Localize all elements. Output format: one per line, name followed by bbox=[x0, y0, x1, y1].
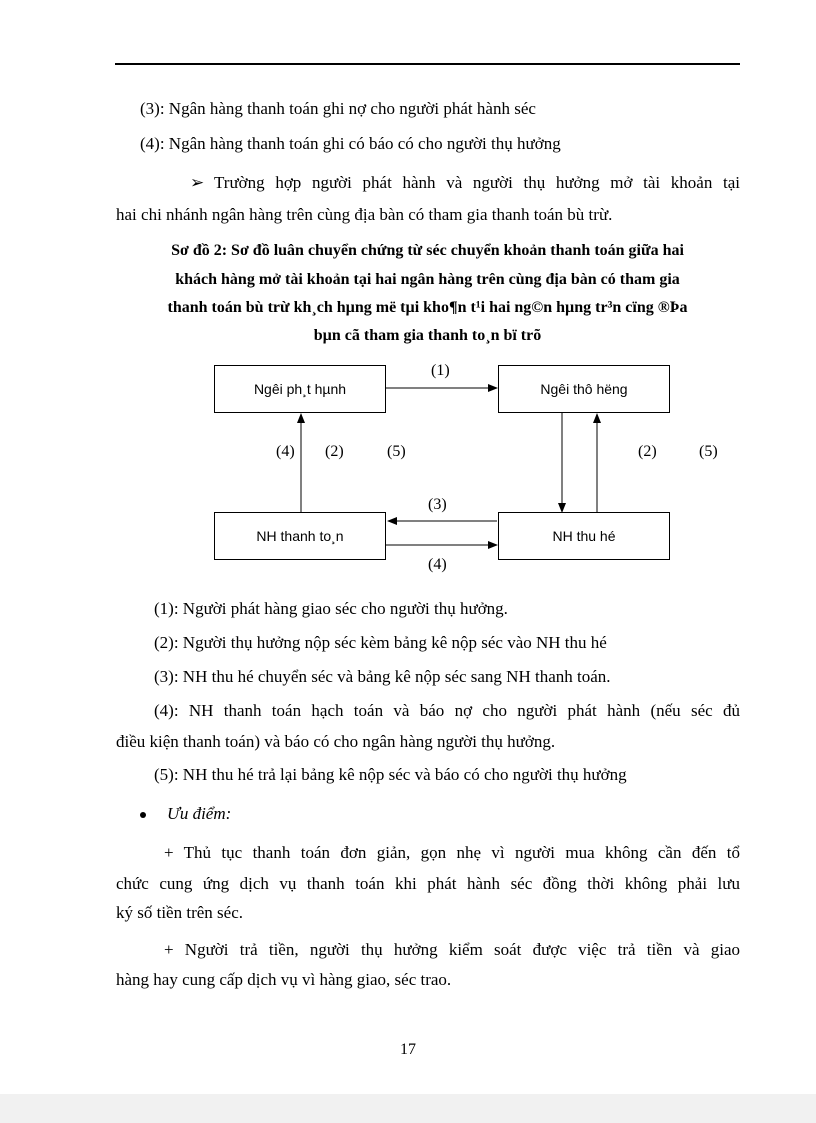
diagram-caption-line3: thanh toán bù trừ kh¸ch hµng më tµi kho¶n t¹i hai ng©n hµng tr³n cïng ®Þa bbox=[167, 299, 688, 316]
step-4-text-line1: (4): NH thanh toán hạch toán và báo nợ cho người phát hành (nếu séc đủ bbox=[154, 701, 740, 720]
text-line-3: (3): Ngân hàng thanh toán ghi nợ cho người phát hành séc bbox=[140, 99, 536, 118]
page-bottom-strip bbox=[0, 1094, 816, 1123]
page-number: 17 bbox=[400, 1041, 416, 1058]
text-line-4: (4): Ngân hàng thanh toán ghi có báo có cho người thụ hưởng bbox=[140, 134, 561, 153]
advantage-1-line2: chức cung ứng dịch vụ thanh toán khi phát hành séc đồng thời không phải lưu bbox=[116, 874, 740, 893]
step-4-text-line2: điều kiện thanh toán) và báo có cho ngân hàng người thụ hưởng. bbox=[116, 732, 556, 751]
advantage-1-line3: ký số tiền trên séc. bbox=[116, 903, 243, 922]
advantage-2-line2: hàng hay cung cấp dịch vụ vì hàng giao, séc trao. bbox=[116, 970, 452, 989]
diagram-caption-line1: Sơ đồ 2: Sơ đồ luân chuyển chứng từ séc chuyển khoản thanh toán giữa hai bbox=[171, 242, 684, 259]
case-bullet-icon: ➢ bbox=[190, 173, 205, 192]
label-step-5-left: (5) bbox=[387, 443, 406, 460]
step-2-text: (2): Người thụ hưởng nộp séc kèm bảng kê nộp séc vào NH thu hé bbox=[154, 633, 607, 652]
step-5-text: (5): NH thu hé trả lại bảng kê nộp séc và báo có cho người thụ hưởng bbox=[154, 765, 627, 784]
case-paragraph-line1: Trường hợp người phát hành và người thụ hưởng mở tài khoản tại bbox=[214, 173, 740, 192]
advantages-heading: Ưu điểm: bbox=[167, 804, 232, 823]
box-payer: Ngêi ph¸t hµnh bbox=[214, 365, 386, 413]
label-step-4-left: (4) bbox=[276, 443, 295, 460]
label-step-4-bottom: (4) bbox=[428, 556, 447, 573]
advantage-1-line1: + Thủ tục thanh toán đơn giản, gọn nhẹ vì người mua không cần đến tổ bbox=[164, 843, 740, 862]
label-step-3: (3) bbox=[428, 496, 447, 513]
box-paying-bank: NH thanh to¸n bbox=[214, 512, 386, 560]
label-step-5-right: (5) bbox=[699, 443, 718, 460]
diagram-caption-line2: khách hàng mở tài khoản tại hai ngân hàng trên cùng địa bàn có tham gia bbox=[175, 271, 680, 288]
label-step-2-left: (2) bbox=[325, 443, 344, 460]
advantage-2-line1: + Người trả tiền, người thụ hưởng kiểm soát được việc trả tiền và giao bbox=[164, 940, 740, 959]
label-step-1: (1) bbox=[431, 362, 450, 379]
label-step-2-right: (2) bbox=[638, 443, 657, 460]
box-payee: Ngêi thô hëng bbox=[498, 365, 670, 413]
diagram-caption-line4: bµn cã tham gia thanh to¸n bï trõ bbox=[313, 327, 542, 344]
case-paragraph-line2: hai chi nhánh ngân hàng trên cùng địa bàn có tham gia thanh toán bù trừ. bbox=[116, 205, 613, 224]
step-3-text: (3): NH thu hé chuyển séc và bảng kê nộp séc sang NH thanh toán. bbox=[154, 667, 611, 686]
box-collecting-bank: NH thu hé bbox=[498, 512, 670, 560]
step-1-text: (1): Người phát hàng giao séc cho người thụ hưởng. bbox=[154, 599, 508, 618]
advantages-bullet-icon bbox=[140, 812, 146, 818]
